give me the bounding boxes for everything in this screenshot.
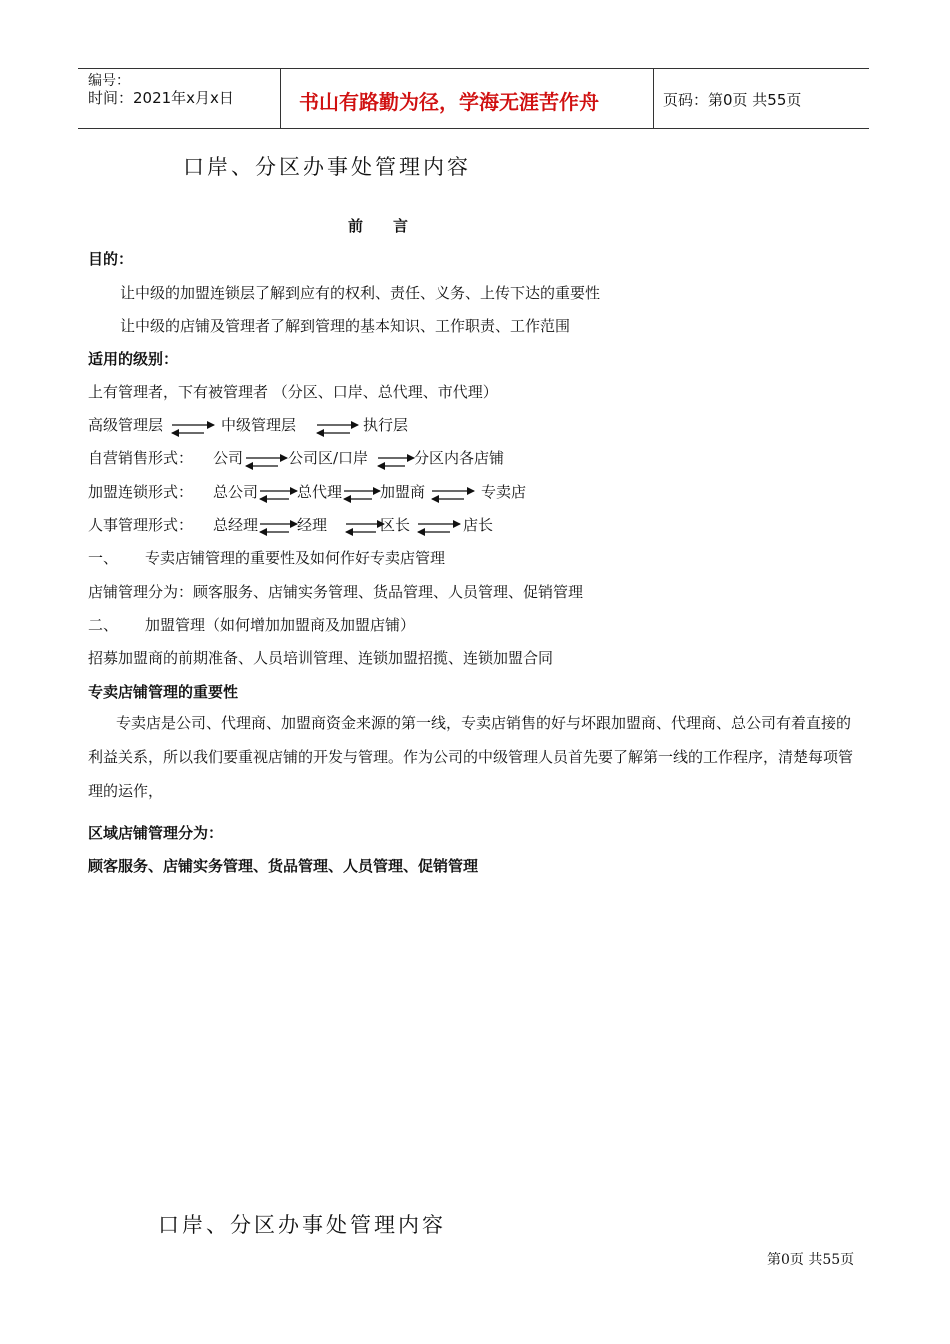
flow-node: 公司区/口岸 bbox=[288, 449, 369, 467]
flow-node: 总公司 bbox=[213, 483, 259, 501]
double-arrow-icon bbox=[432, 491, 474, 499]
level-heading: 适用的级别： bbox=[88, 350, 179, 368]
flow-node: 区长 bbox=[380, 516, 411, 534]
double-arrow-icon bbox=[344, 491, 380, 499]
flow-label: 人事管理形式： bbox=[88, 516, 194, 534]
flow-node: 分区内各店铺 bbox=[414, 449, 505, 467]
time-label: 时间：2021年x月x日 bbox=[88, 89, 234, 107]
motto: 书山有路勤为径，学海无涯苦作舟 bbox=[299, 90, 599, 114]
double-arrow-icon bbox=[317, 425, 358, 433]
region-heading: 区域店铺管理分为： bbox=[88, 824, 224, 842]
purpose-item-2: 让中级的店铺及管理者了解到管理的基本知识、工作职责、工作范围 bbox=[120, 317, 571, 335]
region-items: 顾客服务、店铺实务管理、货品管理、人员管理、促销管理 bbox=[88, 857, 479, 875]
flow-node: 执行层 bbox=[363, 416, 409, 434]
item-2-text: 加盟管理（如何增加加盟商及加盟店铺） bbox=[145, 616, 416, 634]
flow-node: 店长 bbox=[463, 516, 494, 534]
serial-label: 编号： bbox=[88, 73, 130, 89]
flow-node: 总经理 bbox=[213, 516, 259, 534]
flow-label: 自营销售形式： bbox=[88, 449, 194, 467]
item-1-number: 一、 bbox=[88, 549, 119, 567]
flow-node: 中级管理层 bbox=[221, 416, 297, 434]
double-arrow-icon bbox=[172, 425, 214, 433]
flow-arrows bbox=[0, 0, 950, 560]
footer-title: 口岸、分区办事处管理内容 bbox=[158, 1213, 446, 1237]
double-arrow-icon bbox=[246, 458, 287, 466]
flow-node: 专卖店 bbox=[481, 483, 527, 501]
footer-page-number: 第0页 共55页 bbox=[767, 1252, 855, 1268]
flow-node: 高级管理层 bbox=[88, 416, 164, 434]
importance-paragraph: 专卖店是公司、代理商、加盟商资金来源的第一线，专卖店销售的好与坏跟加盟商、代理商、总公司有着直接的利益关系，所以我们要重视店铺的开发与管理。作为公司的中级管理人员首先要了解第一线的工作程序，清楚每项管理的运作， bbox=[88, 714, 854, 800]
item-2-number: 二、 bbox=[88, 616, 119, 634]
item-1-sub: 店铺管理分为：顾客服务、店铺实务管理、货品管理、人员管理、促销管理 bbox=[88, 583, 584, 601]
page-label: 页码：第0页 共55页 bbox=[663, 91, 802, 109]
double-arrow-icon bbox=[260, 524, 297, 532]
flow-node: 经理 bbox=[297, 516, 328, 534]
double-arrow-icon bbox=[260, 491, 297, 499]
flow-node: 公司 bbox=[213, 449, 244, 467]
flow-label: 加盟连锁形式： bbox=[88, 483, 194, 501]
flow-node: 加盟商 bbox=[380, 483, 426, 501]
item-2-sub: 招募加盟商的前期准备、人员培训管理、连锁加盟招揽、连锁加盟合同 bbox=[88, 649, 554, 667]
double-arrow-icon bbox=[418, 524, 460, 532]
level-description: 上有管理者，下有被管理者 （分区、口岸、总代理、市代理） bbox=[88, 383, 498, 401]
item-1-text: 专卖店铺管理的重要性及如何作好专卖店管理 bbox=[145, 549, 446, 567]
purpose-heading: 目的： bbox=[88, 250, 134, 268]
purpose-item-1: 让中级的加盟连锁层了解到应有的权利、责任、义务、上传下达的重要性 bbox=[120, 284, 601, 302]
importance-heading: 专卖店铺管理的重要性 bbox=[88, 683, 239, 701]
flow-node: 总代理 bbox=[297, 483, 343, 501]
preface-heading: 前 言 bbox=[348, 217, 409, 235]
double-arrow-icon bbox=[346, 524, 384, 532]
doc-title: 口岸、分区办事处管理内容 bbox=[183, 155, 471, 179]
double-arrow-icon bbox=[378, 458, 414, 466]
